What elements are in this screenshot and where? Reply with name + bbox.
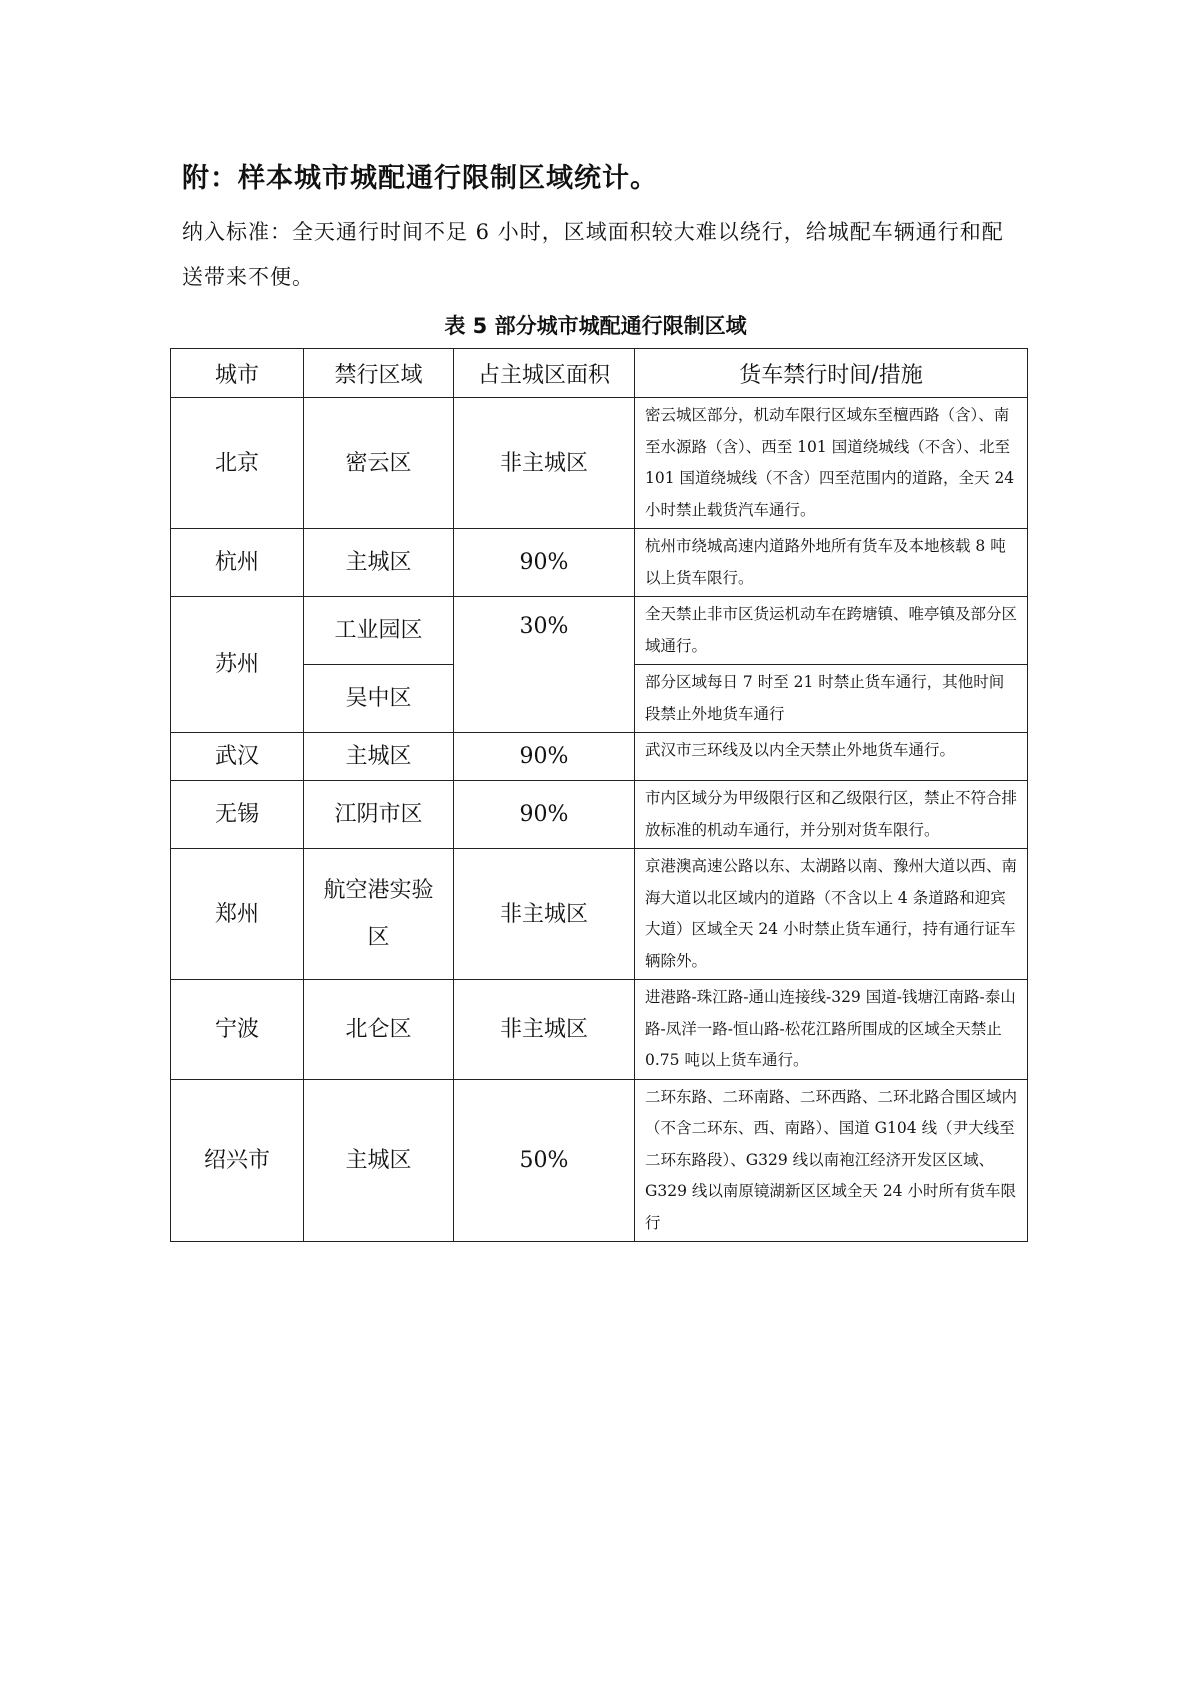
header-zone: 禁行区域 <box>304 349 454 398</box>
table-header-row <box>171 349 1028 398</box>
rule-cell: 京港澳高速公路以东、太湖路以南、豫州大道以西、南海大道以北区域内的道路（不含以上 4 条道路和迎宾大道）区域全天 24 小时禁止货车通行，持有通行证车辆除外。 <box>635 849 1028 980</box>
rule-cell: 全天禁止非市区货运机动车在跨塘镇、唯亭镇及部分区域通行。 <box>635 597 1028 665</box>
area-cell: 非主城区 <box>454 980 635 1080</box>
zone-cell: 主城区 <box>304 1079 454 1242</box>
table-row <box>171 980 1028 1080</box>
city-cell: 宁波 <box>171 980 304 1080</box>
area-cell: 90% <box>454 781 635 849</box>
rule-cell: 市内区域分为甲级限行区和乙级限行区，禁止不符合排放标准的机动车通行，并分别对货车限行。 <box>635 781 1028 849</box>
table-row <box>171 529 1028 597</box>
zone-cell: 工业园区 <box>304 597 454 665</box>
header-rule: 货车禁行时间/措施 <box>635 349 1028 398</box>
zone-cell: 北仑区 <box>304 980 454 1080</box>
zone-cell: 主城区 <box>304 733 454 781</box>
table-row <box>171 781 1028 849</box>
zone-cell: 密云区 <box>304 398 454 529</box>
zone-cell: 航空港实验区 <box>304 849 454 980</box>
area-cell: 90% <box>454 529 635 597</box>
table-row <box>171 597 1028 665</box>
table-row <box>171 1079 1028 1242</box>
city-cell: 杭州 <box>171 529 304 597</box>
rule-cell: 杭州市绕城高速内道路外地所有货车及本地核载 8 吨以上货车限行。 <box>635 529 1028 597</box>
area-cell: 90% <box>454 733 635 781</box>
header-area: 占主城区面积 <box>454 349 635 398</box>
table-row <box>171 849 1028 980</box>
city-cell: 苏州 <box>171 597 304 733</box>
rule-cell: 密云城区部分，机动车限行区域东至檀西路（含）、南至水源路（含）、西至 101 国道绕城线（不含）、北至 101 国道绕城线（不含）四至范围内的道路，全天 24 小时禁止载货汽车通行。 <box>635 398 1028 529</box>
area-cell: 50% <box>454 1079 635 1242</box>
rule-cell: 二环东路、二环南路、二环西路、二环北路合围区域内（不含二环东、西、南路）、国道 G104 线（尹大线至二环东路段）、G329 线以南袍江经济开发区区域、G329 线以南原镜湖新区区域全天 24 小时所有货车限行 <box>635 1079 1028 1242</box>
zone-cell: 吴中区 <box>304 665 454 733</box>
zone-cell: 主城区 <box>304 529 454 597</box>
table-row <box>171 733 1028 781</box>
area-cell: 非主城区 <box>454 849 635 980</box>
city-cell: 武汉 <box>171 733 304 781</box>
table-caption: 表 5 部分城市城配通行限制区域 <box>444 314 747 338</box>
restriction-table <box>170 348 1028 1242</box>
inclusion-criteria: 纳入标准：全天通行时间不足 6 小时，区域面积较大难以绕行，给城配车辆通行和配送带来不便。 <box>182 220 1004 289</box>
appendix-heading: 附：样本城市城配通行限制区域统计。 <box>182 163 658 194</box>
rule-cell: 部分区域每日 7 时至 21 时禁止货车通行，其他时间段禁止外地货车通行 <box>635 665 1028 733</box>
rule-cell: 进港路-珠江路-通山连接线-329 国道-钱塘江南路-泰山路-凤洋一路-恒山路-松花江路所围成的区域全天禁止 0.75 吨以上货车通行。 <box>635 980 1028 1080</box>
rule-cell: 武汉市三环线及以内全天禁止外地货车通行。 <box>635 733 1028 781</box>
header-city: 城市 <box>171 349 304 398</box>
zone-cell: 江阴市区 <box>304 781 454 849</box>
area-cell: 30% <box>454 597 635 733</box>
city-cell: 北京 <box>171 398 304 529</box>
city-cell: 郑州 <box>171 849 304 980</box>
city-cell: 绍兴市 <box>171 1079 304 1242</box>
area-cell: 非主城区 <box>454 398 635 529</box>
table-row <box>171 398 1028 529</box>
city-cell: 无锡 <box>171 781 304 849</box>
